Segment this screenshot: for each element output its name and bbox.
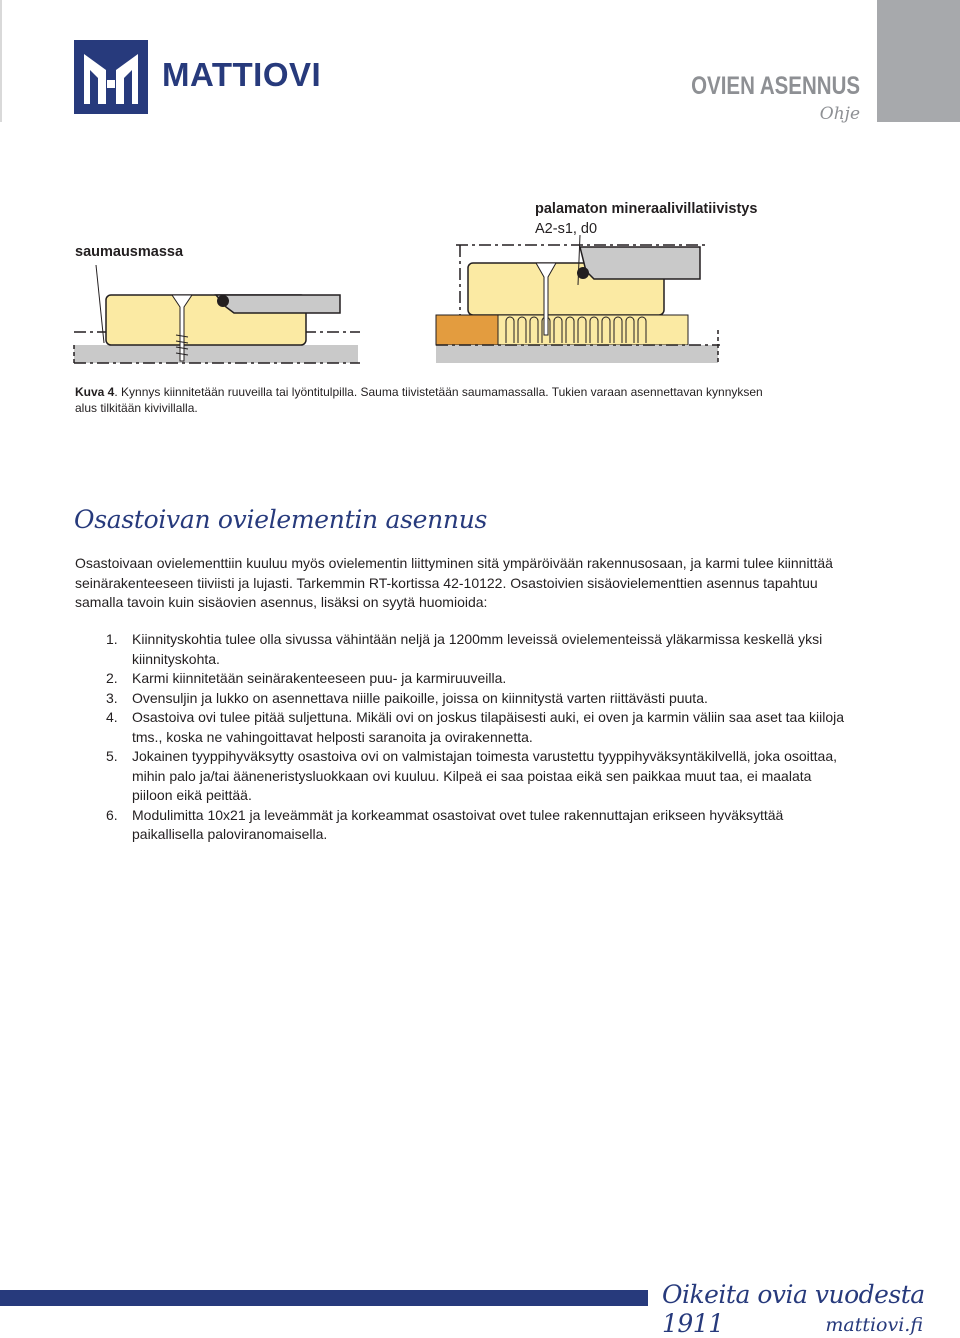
list-item <box>75 708 845 747</box>
label-sealant: saumausmassa <box>75 244 184 260</box>
list-item-number: 4. <box>106 709 118 725</box>
threshold-diagram <box>60 235 730 375</box>
caption-text: . Kynnys kiinnitetään ruuveilla tai lyöntitulpilla. Sauma tiivistetään saumamassalla. Tukien varaan asennettavan kynnyksen alus tilkitään kivivillalla. <box>75 385 763 415</box>
left-section-drawing <box>74 265 360 363</box>
section-title: Osastoivan ovielementin asennus <box>74 505 488 534</box>
figure-caption <box>75 384 775 416</box>
label-mineral-wool <box>535 199 757 239</box>
label-mineral-wool-line2: A2-s1, d0 <box>535 221 598 237</box>
right-section-drawing <box>436 235 720 365</box>
brand-name: MATTIOVI <box>162 56 322 93</box>
label-mineral-wool-line1: palamaton mineraalivillatiivistys <box>535 201 758 217</box>
list-item <box>75 747 845 806</box>
list-item-text: Modulimitta 10x21 ja leveämmät ja korkeammat osastoivat ovet tulee rakennuttajan erikseen hyväksyttää paikallisella paloviranomaisella. <box>132 806 784 842</box>
list-item <box>75 669 845 689</box>
section-intro: Osastoivaan ovielementtiin kuuluu myös ovielementin liittyminen sitä ympäröivään rakennusosaan, ja karmi tulee kiinnittää seinärakenteeseen tiiviisti ja lujasti. Tarkemmin RT-kortissa 42-10122. Osastoivien sisäovielementtien asennus tapahtuu samalla tavoin kuin sisäovien asennus, lisäksi on syytä huomioida: <box>75 555 833 610</box>
caption-label: Kuva 4 <box>75 385 115 399</box>
list-item-number: 2. <box>106 670 118 686</box>
header-gray-tab <box>877 0 960 122</box>
list-item-text: Karmi kiinnitetään seinärakenteeseen puu- ja karmiruuveilla. <box>132 670 507 686</box>
list-item-number: 5. <box>106 748 118 764</box>
list-item <box>75 630 845 669</box>
list-item-text: Kiinnityskohtia tulee olla sivussa vähintään neljä ja 1200mm leveissä ovielementeissä yläkarmissa keskellä yksi kiinnityskohta. <box>132 631 823 667</box>
list-item-text: Jokainen tyyppihyväksytty osastoiva ovi on valmistajan toimesta varustettu tyyppihyväksyntäkilvellä, joka osoittaa, mihin palo ja/tai ääneneristysluokkaan ovi kuuluu. Kilpeä ei saa poistaa eikä sen paikkaa muut taa, ei maalata piiloon eikä peittää. <box>132 748 838 803</box>
page-edge-rule <box>0 0 2 122</box>
document-title: OVIEN ASENNUS <box>691 72 860 100</box>
footer-website[interactable]: mattiovi.fi <box>825 1314 923 1336</box>
footer-bar <box>0 1290 648 1306</box>
list-item-number: 3. <box>106 689 118 706</box>
list-item <box>75 689 845 709</box>
footer-slogan: Oikeita ovia vuodesta 1911 <box>662 1280 925 1338</box>
list-item <box>75 806 845 845</box>
document-subtitle: Ohje <box>819 104 860 124</box>
list-item-number: 1. <box>106 631 118 647</box>
requirements-list <box>75 630 845 845</box>
list-item-text: Ovensuljin ja lukko on asennettava niille paikoille, joissa on kiinnitystä varten riittävästi puuta. <box>132 689 708 706</box>
list-item-number: 6. <box>106 806 118 823</box>
list-item-text: Osastoiva ovi tulee pitää suljettuna. Mikäli ovi on joskus tilapäisesti auki, ei oven ja karmin väliin saa aset taa kiiloja tms., koska ne vahingoittavat helposti saranoita ja ovirakennetta. <box>132 709 845 745</box>
mattiovi-logo-icon <box>74 40 148 114</box>
